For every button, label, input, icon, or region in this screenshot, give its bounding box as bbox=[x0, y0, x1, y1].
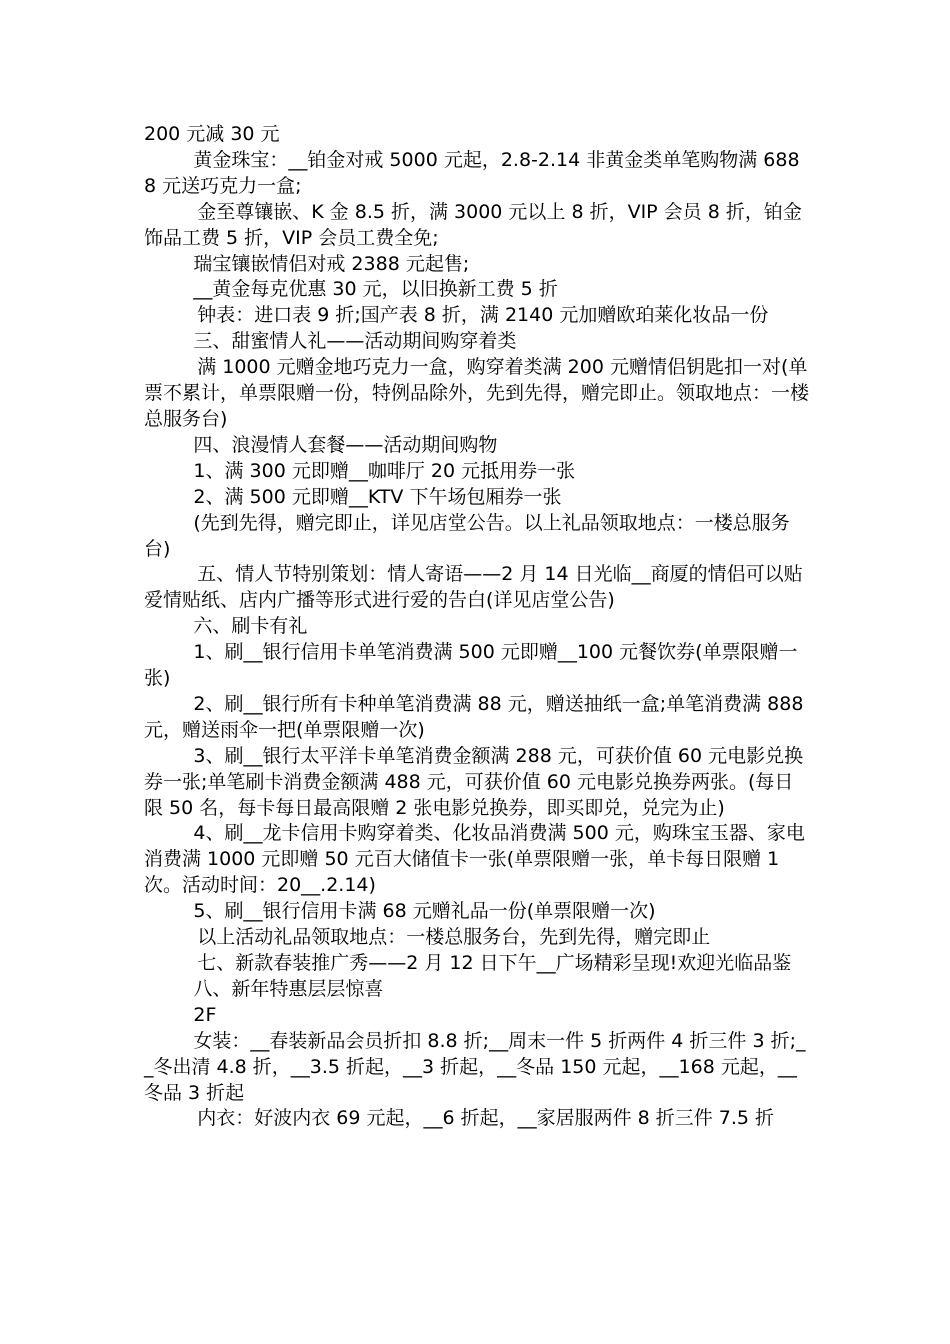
paragraph-item-6-3: 3、刷__银行太平洋卡单笔消费金额满 288 元，可获价值 60 元电影兑换券一张;单笔刷卡消费金额满 488 元，可获价值 60 元电影兑换券两张。(每日限 50 名，每卡每日最高限赠 2 张电影兑换券，即买即兑，兑完为止) bbox=[144, 744, 804, 819]
paragraph-item-4-1: 1、满 300 元即赠__咖啡厅 20 元抵用券一张 bbox=[193, 459, 576, 482]
paragraph-inlay-kgold: 金至尊镶嵌、K 金 8.5 折，满 3000 元以上 8 折，VIP 会员 8 折，铂金饰品工费 5 折，VIP 会员工费全免; bbox=[144, 200, 802, 249]
paragraph-item-6-4: 4、刷__龙卡信用卡购穿着类、化妆品消费满 500 元，购珠宝玉器、家电消费满 1000 元即赠 50 元百大储值卡一张(单票限赠一张，单卡每日限赠 1 次。活动时间：20__.2.14) bbox=[144, 822, 805, 897]
heading-section-5: 五、情人节特别策划：情人寄语——2 月 14 日光临__商厦的情侣可以贴爱情贴纸、店内广播等形式进行爱的告白(详见店堂公告) bbox=[144, 563, 803, 612]
paragraph-couple-rings: 瑞宝镶嵌情侣对戒 2388 元起售; bbox=[193, 252, 470, 275]
paragraph-item-6-2: 2、刷__银行所有卡种单笔消费满 88 元，赠送抽纸一盒;单笔消费满 888 元，赠送雨伞一把(单票限赠一次) bbox=[144, 692, 810, 741]
heading-section-4: 四、浪漫情人套餐——活动期间购物 bbox=[193, 433, 498, 456]
paragraph-womenswear: 女装：__春装新品会员折扣 8.8 折;__周末一件 5 折两件 4 折三件 3 折;__冬出清 4.8 折，__3.5 折起，__3 折起，__冬品 150 元起，__168 元起，__冬品 3 折起 bbox=[144, 1029, 806, 1104]
paragraph-item-6-1: 1、刷__银行信用卡单笔消费满 500 元即赠__100 元餐饮券(单票限赠一张) bbox=[144, 641, 798, 690]
heading-section-8: 八、新年特惠层层惊喜 bbox=[193, 977, 384, 1000]
heading-section-7: 七、新款春装推广秀——2 月 12 日下午__广场精彩呈现!欢迎光临品鉴 bbox=[197, 952, 792, 974]
heading-section-6: 六、刷卡有礼 bbox=[193, 615, 308, 638]
paragraph-gold-per-gram: __黄金每克优惠 30 元，以旧换新工费 5 折 bbox=[193, 278, 558, 301]
paragraph-gift-pickup-note: (先到先得，赠完即止，详见店堂公告。以上礼品领取地点：一楼总服务台) bbox=[144, 511, 790, 560]
paragraph-chocolate-gift: 满 1000 元赠金地巧克力一盒，购穿着类满 200 元赠情侣钥匙扣一对(单票不累计，单票限赠一份，特例品除外，先到先得，赠完即止。领取地点：一楼总服务台) bbox=[144, 356, 810, 430]
paragraph-gold-jewelry: 黄金珠宝：__铂金对戒 5000 元起，2.8-2.14 非黄金类单笔购物满 6888 元送巧克力一盒; bbox=[144, 148, 800, 197]
heading-floor-2f: 2F bbox=[193, 1003, 217, 1026]
paragraph-discount-200: 200 元减 30 元 bbox=[144, 123, 280, 145]
paragraph-item-4-2: 2、满 500 元即赠__KTV 下午场包厢券一张 bbox=[193, 485, 562, 508]
paragraph-pickup-location: 以上活动礼品领取地点：一楼总服务台，先到先得，赠完即止 bbox=[197, 926, 711, 949]
document-body bbox=[144, 122, 810, 1132]
paragraph-watches: 钟表：进口表 9 折;国产表 8 折，满 2140 元加赠欧珀莱化妆品一份 bbox=[197, 304, 769, 327]
paragraph-item-6-5: 5、刷__银行信用卡满 68 元赠礼品一份(单票限赠一次) bbox=[193, 900, 656, 923]
paragraph-underwear: 内衣：好波内衣 69 元起，__6 折起，__家居服两件 8 折三件 7.5 折 bbox=[197, 1107, 775, 1130]
heading-section-3: 三、甜蜜情人礼——活动期间购穿着类 bbox=[193, 330, 517, 353]
